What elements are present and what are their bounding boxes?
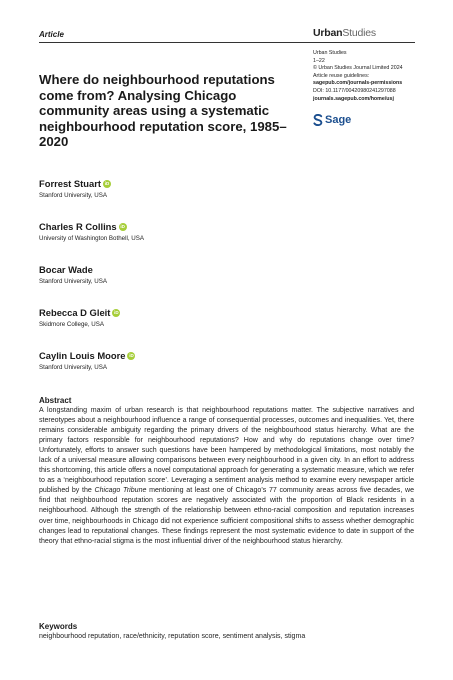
- publisher-logo: [313, 114, 351, 126]
- author-name-text: Caylin Louis Moore: [39, 350, 126, 361]
- pubinfo-doi[interactable]: DOI: 10.1177/00420980241297088: [313, 87, 396, 94]
- pubinfo-pages: 1–22: [313, 57, 325, 64]
- publisher-name: Sage: [325, 114, 352, 126]
- author-name: [39, 264, 93, 275]
- article-title: Where do neighbourhood reputations come from? Analysing Chicago community areas using a systematic neighbourhood reputation score, 1985–2020: [39, 72, 287, 150]
- pubinfo-journal-link[interactable]: journals.sagepub.com/home/usj: [313, 95, 394, 102]
- author-name-text: Bocar Wade: [39, 264, 93, 275]
- orcid-icon[interactable]: [103, 180, 111, 188]
- journal-logo: [313, 27, 376, 39]
- sage-s-icon: [313, 114, 323, 126]
- author-affiliation: University of Washington Bothell, USA: [39, 235, 145, 242]
- author-name: [39, 178, 111, 189]
- author-name: [39, 307, 120, 318]
- header-rule: [39, 42, 415, 43]
- author-name: [39, 350, 135, 361]
- author-name-text: Rebecca D Gleit: [39, 307, 111, 318]
- author-name: [39, 221, 127, 232]
- pubinfo-journal: Urban Studies: [313, 50, 347, 56]
- pubinfo-permissions-link[interactable]: sagepub.com/journals-permissions: [313, 80, 403, 87]
- article-type-label: Article: [39, 30, 64, 39]
- publication-info: [313, 50, 403, 103]
- abstract-heading: Abstract: [39, 396, 72, 405]
- pubinfo-reuse-label: Article reuse guidelines:: [313, 72, 370, 79]
- keywords-heading: Keywords: [39, 622, 78, 631]
- author-name-text: Charles R Collins: [39, 221, 117, 232]
- orcid-icon[interactable]: [119, 223, 127, 231]
- journal-logo-bold: Urban: [313, 27, 343, 39]
- orcid-icon[interactable]: [127, 352, 135, 360]
- author-name-text: Forrest Stuart: [39, 178, 101, 189]
- abstract-newspaper-name: Chicago Tribune: [94, 487, 147, 495]
- abstract-text-part1: A longstanding maxim of urban research is that neighbourhood reputations matter. The subjective narratives and stereotypes about a neighbourhood influence a range of consequential processes, outcomes and inequalities. Yet, there remains considerable ambiguity regarding the primary drivers of the neighbourhood status hierarchy. What are the primary factors responsible for neighbourhood reputations? How and why do reputations change over time? Unfortunately, efforts to answer such questions have been hampered by methodological limitations, most notably the lack of a universal measure allowing comparisons between every neighbourhood in a given city. In an effort to address this shortcoming, this article offers a novel computational approach for generating a systematic measure, which we refer to as a ‘neighbourhood reputation score’. Leveraging a sentiment analysis method to examine every newspaper article published by the: [39, 407, 414, 495]
- author-affiliation: Stanford University, USA: [39, 364, 107, 371]
- author-affiliation: Skidmore College, USA: [39, 321, 104, 328]
- pubinfo-copyright: © Urban Studies Journal Limited 2024: [313, 65, 403, 72]
- orcid-icon[interactable]: [112, 309, 120, 317]
- journal-logo-light: Studies: [342, 27, 376, 39]
- abstract-text-part2: mentioning at least one of Chicago’s 77 community areas across five decades, we find that neighbourhood reputation scores are negatively associated with the proportion of Black residents in a neighbourhood. Although the strength of the relationship between ethno-racial composition and reputation increases over time, neighbourhoods in Chicago did not experience sufficient compositional shifts to assess whether demographic changes lead to reputational changes. These findings represent the most systematic evidence to date in support of the theory that ethno-racial stigma is the most influential driver of the neighbourhood status hierarchy.: [39, 487, 414, 545]
- author-affiliation: Stanford University, USA: [39, 192, 107, 199]
- abstract-text: [39, 406, 414, 547]
- keywords-list: neighbourhood reputation, race/ethnicity, reputation score, sentiment analysis, stigma: [39, 633, 306, 640]
- author-affiliation: Stanford University, USA: [39, 278, 107, 285]
